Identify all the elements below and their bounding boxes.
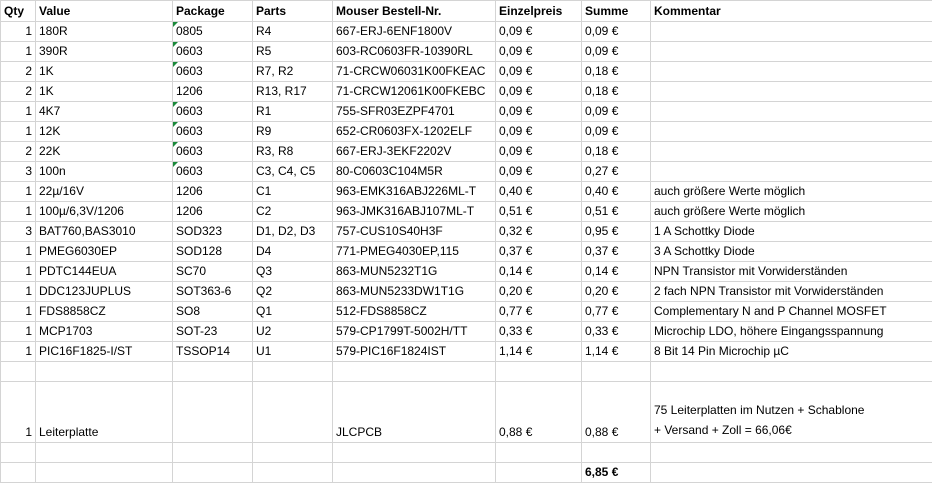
cell-qty[interactable]: 1 (1, 102, 36, 122)
cell-package[interactable]: SOT363-6 (173, 282, 253, 302)
cell-value[interactable] (36, 362, 173, 382)
cell-parts[interactable]: R9 (253, 122, 333, 142)
cell-kommentar[interactable]: NPN Transistor mit Vorwiderständen (651, 262, 932, 282)
cell-kommentar[interactable]: Complementary N and P Channel MOSFET (651, 302, 932, 322)
table-row (1, 42, 932, 62)
cell-kommentar[interactable] (651, 142, 932, 162)
cell-qty[interactable] (1, 463, 36, 483)
cell-parts[interactable]: R5 (253, 42, 333, 62)
header-einzelpreis[interactable]: Einzelpreis (496, 1, 582, 22)
cell-mouser[interactable]: 757-CUS10S40H3F (333, 222, 496, 242)
cell-mouser[interactable]: 755-SFR03EZPF4701 (333, 102, 496, 122)
total-row (1, 463, 932, 483)
cell-parts[interactable]: Q3 (253, 262, 333, 282)
empty-row (1, 362, 932, 382)
cell-qty[interactable]: 2 (1, 142, 36, 162)
cell-mouser[interactable]: 667-ERJ-3EKF2202V (333, 142, 496, 162)
cell-kommentar[interactable]: 1 A Schottky Diode (651, 222, 932, 242)
cell-mouser[interactable]: 963-EMK316ABJ226ML-T (333, 182, 496, 202)
cell-mouser[interactable]: 579-CP1799T-5002H/TT (333, 322, 496, 342)
cell-value[interactable]: 22µ/16V (36, 182, 173, 202)
table-row (1, 242, 932, 262)
cell-qty[interactable]: 1 (1, 202, 36, 222)
cell-kommentar[interactable] (651, 82, 932, 102)
cell-parts[interactable]: C2 (253, 202, 333, 222)
cell-qty[interactable]: 1 (1, 302, 36, 322)
cell-einzelpreis[interactable]: 0,32 € (496, 222, 582, 242)
cell-qty[interactable]: 2 (1, 62, 36, 82)
table-row (1, 262, 932, 282)
cell-kommentar[interactable] (651, 362, 932, 382)
cell-parts[interactable]: R4 (253, 22, 333, 42)
cell-qty[interactable]: 3 (1, 222, 36, 242)
cell-einzelpreis[interactable] (496, 443, 582, 463)
cell-parts[interactable]: U2 (253, 322, 333, 342)
cell-parts[interactable]: C1 (253, 182, 333, 202)
header-kommentar[interactable]: Kommentar (651, 1, 932, 22)
cell-package[interactable]: 0603 (173, 142, 253, 162)
cell-einzelpreis[interactable]: 0,09 € (496, 22, 582, 42)
cell-value[interactable]: 180R (36, 22, 173, 42)
cell-kommentar[interactable] (651, 62, 932, 82)
cell-qty[interactable]: 1 (1, 382, 36, 443)
table-row (1, 182, 932, 202)
cell-qty[interactable]: 1 (1, 122, 36, 142)
cell-package[interactable]: 0603 (173, 102, 253, 122)
cell-summe[interactable]: 0,40 € (582, 182, 651, 202)
cell-mouser[interactable]: 667-ERJ-6ENF1800V (333, 22, 496, 42)
cell-value[interactable]: MCP1703 (36, 322, 173, 342)
table-row (1, 342, 932, 362)
cell-einzelpreis[interactable]: 0,09 € (496, 122, 582, 142)
cell-kommentar[interactable] (651, 162, 932, 182)
cell-mouser[interactable] (333, 362, 496, 382)
cell-summe[interactable]: 0,09 € (582, 42, 651, 62)
table-row (1, 162, 932, 182)
cell-value[interactable]: 100n (36, 162, 173, 182)
cell-einzelpreis[interactable]: 0,88 € (496, 382, 582, 443)
cell-einzelpreis[interactable]: 0,51 € (496, 202, 582, 222)
cell-mouser[interactable]: 963-JMK316ABJ107ML-T (333, 202, 496, 222)
cell-package[interactable]: SOD128 (173, 242, 253, 262)
cell-value[interactable]: 1K (36, 82, 173, 102)
cell-parts[interactable]: R7, R2 (253, 62, 333, 82)
cell-einzelpreis[interactable]: 1,14 € (496, 342, 582, 362)
table-row (1, 302, 932, 322)
cell-value[interactable]: DDC123JUPLUS (36, 282, 173, 302)
cell-parts[interactable]: D4 (253, 242, 333, 262)
cell-value[interactable]: 100µ/6,3V/1206 (36, 202, 173, 222)
cell-value[interactable]: 1K (36, 62, 173, 82)
cell-qty[interactable]: 1 (1, 282, 36, 302)
cell-package[interactable]: 0603 (173, 62, 253, 82)
table-row-pcb (1, 382, 932, 443)
table-row (1, 202, 932, 222)
table-row (1, 22, 932, 42)
cell-parts[interactable]: Q1 (253, 302, 333, 322)
cell-kommentar[interactable]: 3 A Schottky Diode (651, 242, 932, 262)
cell-qty[interactable]: 1 (1, 22, 36, 42)
cell-summe[interactable] (582, 362, 651, 382)
header-mouser[interactable]: Mouser Bestell-Nr. (333, 1, 496, 22)
table-row (1, 222, 932, 242)
cell-mouser[interactable]: 71-CRCW06031K00FKEAC (333, 62, 496, 82)
cell-value[interactable] (36, 443, 173, 463)
cell-mouser[interactable]: 771-PMEG4030EP,115 (333, 242, 496, 262)
cell-value[interactable]: 4K7 (36, 102, 173, 122)
cell-qty[interactable] (1, 362, 36, 382)
cell-parts[interactable]: R1 (253, 102, 333, 122)
cell-kommentar[interactable]: auch größere Werte möglich (651, 182, 932, 202)
cell-mouser[interactable]: 80-C0603C104M5R (333, 162, 496, 182)
cell-mouser[interactable] (333, 463, 496, 483)
cell-kommentar[interactable]: auch größere Werte möglich (651, 202, 932, 222)
cell-summe[interactable]: 0,51 € (582, 202, 651, 222)
cell-summe[interactable]: 0,09 € (582, 22, 651, 42)
cell-parts[interactable]: R13, R17 (253, 82, 333, 102)
cell-qty[interactable]: 1 (1, 182, 36, 202)
cell-summe[interactable]: 0,20 € (582, 282, 651, 302)
cell-summe[interactable]: 0,18 € (582, 62, 651, 82)
cell-qty[interactable]: 1 (1, 342, 36, 362)
cell-summe[interactable]: 0,27 € (582, 162, 651, 182)
table-row (1, 142, 932, 162)
cell-qty[interactable]: 2 (1, 82, 36, 102)
cell-value[interactable]: PMEG6030EP (36, 242, 173, 262)
cell-mouser[interactable]: JLCPCB (333, 382, 496, 443)
table-row (1, 322, 932, 342)
cell-qty[interactable]: 1 (1, 242, 36, 262)
cell-value[interactable] (36, 463, 173, 483)
cell-total-summe[interactable]: 6,85 € (582, 463, 651, 483)
cell-einzelpreis[interactable]: 0,09 € (496, 102, 582, 122)
cell-value[interactable]: 12K (36, 122, 173, 142)
cell-kommentar[interactable] (651, 382, 932, 443)
cell-summe[interactable]: 0,95 € (582, 222, 651, 242)
cell-package[interactable]: SOT-23 (173, 322, 253, 342)
cell-kommentar[interactable] (651, 42, 932, 62)
cell-value[interactable]: PIC16F1825-I/ST (36, 342, 173, 362)
cell-einzelpreis[interactable] (496, 362, 582, 382)
cell-kommentar[interactable] (651, 463, 932, 483)
table-row (1, 62, 932, 82)
header-value[interactable]: Value (36, 1, 173, 22)
cell-parts[interactable] (253, 443, 333, 463)
cell-package[interactable]: SOD323 (173, 222, 253, 242)
cell-kommentar[interactable] (651, 443, 932, 463)
cell-package[interactable] (173, 382, 253, 443)
cell-kommentar[interactable]: Microchip LDO, höhere Eingangsspannung (651, 322, 932, 342)
cell-kommentar[interactable]: 8 Bit 14 Pin Microchip µC (651, 342, 932, 362)
cell-package[interactable] (173, 443, 253, 463)
cell-einzelpreis[interactable]: 0,77 € (496, 302, 582, 322)
cell-qty[interactable]: 1 (1, 322, 36, 342)
cell-mouser[interactable]: 863-MUN5232T1G (333, 262, 496, 282)
cell-package[interactable]: 0805 (173, 22, 253, 42)
cell-value[interactable]: Leiterplatte (36, 382, 173, 443)
cell-parts[interactable]: U1 (253, 342, 333, 362)
cell-package[interactable]: TSSOP14 (173, 342, 253, 362)
header-package[interactable]: Package (173, 1, 253, 22)
cell-einzelpreis[interactable]: 0,14 € (496, 262, 582, 282)
table-row (1, 122, 932, 142)
kommentar-line-2: + Versand + Zoll = 66,06€ (654, 420, 932, 440)
cell-mouser[interactable]: 863-MUN5233DW1T1G (333, 282, 496, 302)
cell-value[interactable]: BAT760,BAS3010 (36, 222, 173, 242)
cell-mouser[interactable]: 579-PIC16F1824IST (333, 342, 496, 362)
cell-summe[interactable]: 0,37 € (582, 242, 651, 262)
cell-parts[interactable]: R3, R8 (253, 142, 333, 162)
cell-kommentar[interactable] (651, 122, 932, 142)
cell-parts[interactable] (253, 463, 333, 483)
cell-qty[interactable]: 1 (1, 262, 36, 282)
cell-mouser[interactable]: 603-RC0603FR-10390RL (333, 42, 496, 62)
cell-parts[interactable]: D1, D2, D3 (253, 222, 333, 242)
cell-package[interactable]: 1206 (173, 202, 253, 222)
cell-package[interactable]: 0603 (173, 122, 253, 142)
cell-summe[interactable]: 0,33 € (582, 322, 651, 342)
cell-package[interactable]: SO8 (173, 302, 253, 322)
cell-package[interactable]: 1206 (173, 82, 253, 102)
cell-package[interactable] (173, 362, 253, 382)
cell-einzelpreis[interactable]: 0,37 € (496, 242, 582, 262)
table-row (1, 102, 932, 122)
cell-package[interactable]: 0603 (173, 42, 253, 62)
cell-summe[interactable]: 0,09 € (582, 122, 651, 142)
cell-summe[interactable]: 1,14 € (582, 342, 651, 362)
cell-mouser[interactable]: 512-FDS8858CZ (333, 302, 496, 322)
cell-parts[interactable]: C3, C4, C5 (253, 162, 333, 182)
cell-value[interactable]: 390R (36, 42, 173, 62)
cell-value[interactable]: PDTC144EUA (36, 262, 173, 282)
cell-summe[interactable]: 0,88 € (582, 382, 651, 443)
cell-package[interactable] (173, 463, 253, 483)
cell-package[interactable]: 1206 (173, 182, 253, 202)
cell-mouser[interactable]: 71-CRCW12061K00FKEBC (333, 82, 496, 102)
cell-parts[interactable]: Q2 (253, 282, 333, 302)
cell-parts[interactable] (253, 382, 333, 443)
cell-einzelpreis[interactable]: 0,40 € (496, 182, 582, 202)
cell-einzelpreis[interactable]: 0,09 € (496, 82, 582, 102)
cell-package[interactable]: SC70 (173, 262, 253, 282)
cell-mouser[interactable] (333, 443, 496, 463)
cell-einzelpreis[interactable]: 0,20 € (496, 282, 582, 302)
cell-einzelpreis[interactable]: 0,09 € (496, 162, 582, 182)
cell-summe[interactable]: 0,18 € (582, 82, 651, 102)
cell-einzelpreis[interactable]: 0,09 € (496, 62, 582, 82)
cell-qty[interactable]: 3 (1, 162, 36, 182)
cell-kommentar[interactable]: 2 fach NPN Transistor mit Vorwiderständen (651, 282, 932, 302)
header-qty[interactable]: Qty (1, 1, 36, 22)
cell-value[interactable]: FDS8858CZ (36, 302, 173, 322)
cell-value[interactable]: 22K (36, 142, 173, 162)
cell-qty[interactable] (1, 443, 36, 463)
cell-summe[interactable]: 0,09 € (582, 102, 651, 122)
cell-summe[interactable] (582, 443, 651, 463)
cell-einzelpreis[interactable]: 0,33 € (496, 322, 582, 342)
cell-mouser[interactable]: 652-CR0603FX-1202ELF (333, 122, 496, 142)
cell-qty[interactable]: 1 (1, 42, 36, 62)
table-row (1, 282, 932, 302)
cell-summe[interactable]: 0,14 € (582, 262, 651, 282)
cell-einzelpreis[interactable]: 0,09 € (496, 142, 582, 162)
cell-kommentar[interactable] (651, 102, 932, 122)
cell-parts[interactable] (253, 362, 333, 382)
cell-einzelpreis[interactable] (496, 463, 582, 483)
kommentar-line-1: 75 Leiterplatten im Nutzen + Schablone (654, 400, 932, 420)
table-row (1, 82, 932, 102)
cell-package[interactable]: 0603 (173, 162, 253, 182)
cell-einzelpreis[interactable]: 0,09 € (496, 42, 582, 62)
header-summe[interactable]: Summe (582, 1, 651, 22)
header-parts[interactable]: Parts (253, 1, 333, 22)
header-row (1, 1, 932, 22)
cell-kommentar[interactable] (651, 22, 932, 42)
empty-row (1, 443, 932, 463)
cell-summe[interactable]: 0,77 € (582, 302, 651, 322)
cell-summe[interactable]: 0,18 € (582, 142, 651, 162)
